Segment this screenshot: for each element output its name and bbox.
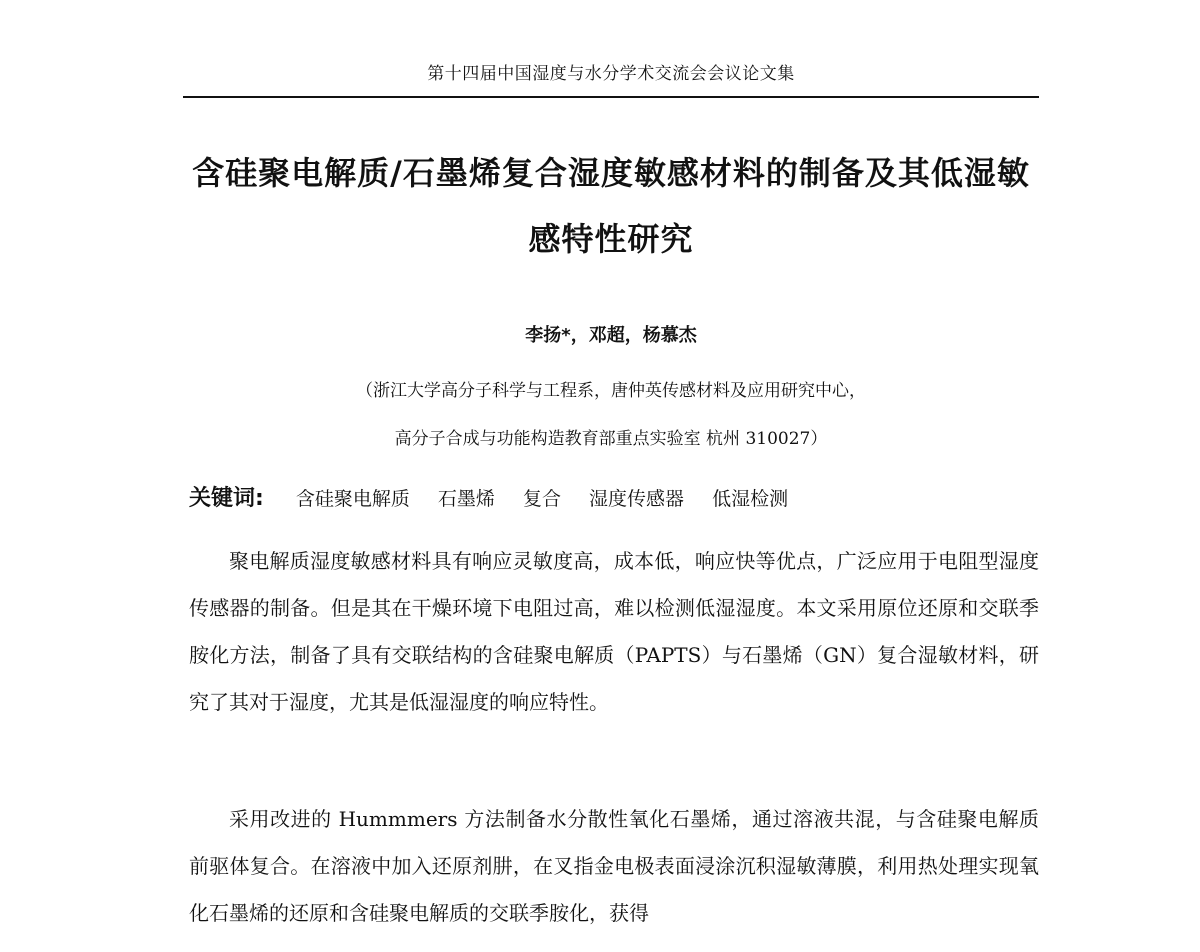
running-header: 第十四届中国湿度与水分学术交流会会议论文集 xyxy=(427,64,795,84)
keyword-item: 含硅聚电解质 xyxy=(295,488,410,510)
keywords-label: 关键词: xyxy=(189,486,264,511)
body-paragraph-2: 采用改进的 Hummmers 方法制备水分散性氧化石墨烯，通过溶液共混，与含硅聚电解质前驱体复合。在溶液中加入还原剂肼，在叉指金电极表面浸涂沉积湿敏薄膜，利用热处理实现氧化石墨烯的还原和含硅聚电解质的交联季胺化，获得 xyxy=(189,807,1039,925)
keywords xyxy=(189,484,1039,514)
keyword-item: 湿度传感器 xyxy=(589,488,685,510)
keyword-item: 低湿检测 xyxy=(712,488,789,510)
paper-title xyxy=(183,140,1039,272)
affiliation-line-2: 高分子合成与功能构造教育部重点实验室 杭州 310027） xyxy=(394,429,828,449)
title-line-1: 含硅聚电解质/石墨烯复合湿度敏感材料的制备及其低湿敏 xyxy=(192,154,1030,192)
keyword-item: 石墨烯 xyxy=(437,488,495,510)
body-paragraph-1: 聚电解质湿度敏感材料具有响应灵敏度高，成本低，响应快等优点，广泛应用于电阻型湿度传感器的制备。但是其在干燥环境下电阻过高，难以检测低湿湿度。本文采用原位还原和交联季胺化方法，制备了具有交联结构的含硅聚电解质（PAPTS）与石墨烯（GN）复合湿敏材料，研究了其对于湿度，尤其是低湿湿度的响应特性。 xyxy=(189,549,1039,714)
keyword-item: 复合 xyxy=(522,488,561,510)
affiliation-line-1: （浙江大学高分子科学与工程系，唐仲英传感材料及应用研究中心， xyxy=(356,381,866,401)
header-rule xyxy=(183,96,1039,98)
title-line-2: 感特性研究 xyxy=(528,220,694,258)
author-list: 李扬*，邓超，杨慕杰 xyxy=(525,325,697,346)
